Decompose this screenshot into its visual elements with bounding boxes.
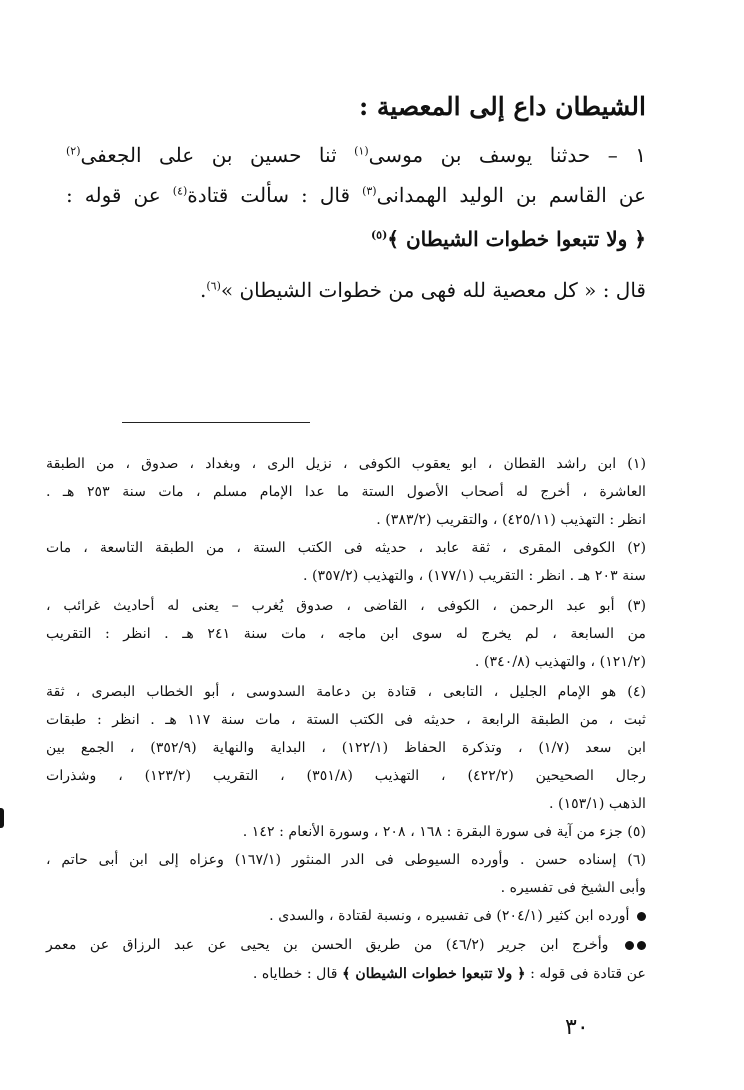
footnote-line (253, 966, 646, 982)
footnote-line: انظر : التهذيب (٤٢٥/١١) ، والتقريب (٣٨٣/٢) . (376, 512, 646, 528)
text-segment: أورده ابن كثير (٢٠٤/١) فى تفسيره ، ونسبة لقتادة ، والسدى . (269, 908, 630, 924)
footnote-ref-5: (٥) (370, 228, 388, 242)
quran-verse-line (371, 227, 646, 251)
footnote-line: (٥) جزء من آية فى سورة البقرة : ١٦٨ ، ٢٠٨ ، وسورة الأنعام : ١٤٢ . (242, 824, 646, 840)
text-segment: ١ – حدثنا يوسف بن موسى (368, 143, 646, 167)
footnote-line: (١) ابن راشد القطان ، ابو يعقوب الكوفى ، نزيل الرى ، وبغداد ، صدوق ، من الطبقة (46, 456, 646, 472)
footnote-line: (٣) أبو عبد الرحمن ، الكوفى ، القاضى ، صدوق يُغرب – يعنى له أحاديث غرائب ، (46, 598, 646, 614)
footnote-line: رجال الصحيحين (٤٢٢/٢) ، التهذيب (٣٥١/٨) ، التقريب (١٢٣/٢) ، وشذرات (46, 768, 647, 784)
text-segment: . (199, 278, 207, 302)
footnote-line: سنة ٢٠٣ هـ . انظر : التقريب (١٧٧/١) ، والتهذيب (٣٥٧/٢) . (302, 568, 646, 584)
text-segment: قال : « كل معصية لله فهى من خطوات الشيطان » (220, 278, 646, 302)
text-segment: عن قوله : (66, 183, 173, 207)
main-text-line-1 (66, 143, 646, 167)
footnote-line: ثبت ، من الطبقة الرابعة ، حديثه فى الكتب الستة ، مات سنة ١١٧ هـ . انظر : طبقات (46, 712, 647, 728)
footnote-bullet-line (269, 908, 646, 924)
text-segment: قال : خطاياه . (252, 966, 338, 982)
footnote-bullet-line (46, 937, 646, 953)
footnote-line: وأبى الشيخ فى تفسيره . (500, 880, 646, 896)
footnote-line: (٦) إسناده حسن . وأورده السيوطى فى الدر المنثور (١٦٧/١) وعزاه إلى ابن أبى حاتم ، (46, 852, 646, 868)
text-segment: ثنا حسين بن على الجعفى (80, 143, 355, 167)
footnote-divider (122, 422, 310, 423)
footnote-line: ابن سعد (١/٧) ، وتذكرة الحفاظ (١٢٢/١) ، البداية والنهاية (٣٥٢/٩) ، الجمع بين (46, 740, 646, 756)
footnote-ref-3: (٣) (362, 184, 377, 198)
page-number: ٣٠ (565, 1015, 589, 1040)
quran-verse: ﴿ ولا تتبعوا خطوات الشيطان ﴾ (342, 966, 526, 982)
text-segment: عن قتادة فى قوله : (530, 966, 646, 982)
footnote-line: العاشرة ، أخرج له أصحاب الأصول الستة ما عدا الإمام مسلم ، مات سنة ٢٥٣ هـ . (46, 484, 646, 500)
footnote-ref-2: (٢) (66, 144, 81, 158)
text-segment: عن القاسم بن الوليد الهمدانى (376, 183, 647, 207)
section-heading: الشيطان داع إلى المعصية : (358, 92, 646, 121)
main-text-line-4 (200, 278, 646, 302)
bullet-icon (637, 941, 646, 950)
text-segment: قال : سألت قتادة (187, 183, 363, 207)
quran-verse: ﴿ ولا تتبعوا خطوات الشيطان ﴾ (387, 227, 646, 251)
footnote-line: (١٢١/٢) ، والتهذيب (٣٤٠/٨) . (474, 654, 646, 670)
footnote-line: الذهب (١٥٣/١) . (549, 796, 646, 812)
bullet-icon (637, 912, 646, 921)
main-text-line-2 (66, 183, 646, 207)
footnote-ref-1: (١) (354, 144, 369, 158)
footnote-ref-4: (٤) (172, 184, 188, 198)
bullet-icon (625, 941, 634, 950)
footnote-line: (٢) الكوفى المقرى ، ثقة عابد ، حديثه فى الكتب الستة ، من الطبقة التاسعة ، مات (46, 540, 646, 556)
footnote-ref-6: (٦) (206, 279, 221, 293)
footnote-line: (٤) هو الإمام الجليل ، التابعى ، قتادة بن دعامة السدوسى ، أبو الخطاب البصرى ، ثقة (46, 684, 646, 700)
scan-edge-mark (0, 808, 4, 828)
text-segment: وأخرج ابن جرير (٤٦/٢) من طريق الحسن بن يحيى عن عبد الرزاق عن معمر (46, 937, 609, 953)
footnote-line: من السابعة ، لم يخرج له سوى ابن ماجه ، مات سنة ٢٤١ هـ . انظر : التقريب (46, 626, 646, 642)
